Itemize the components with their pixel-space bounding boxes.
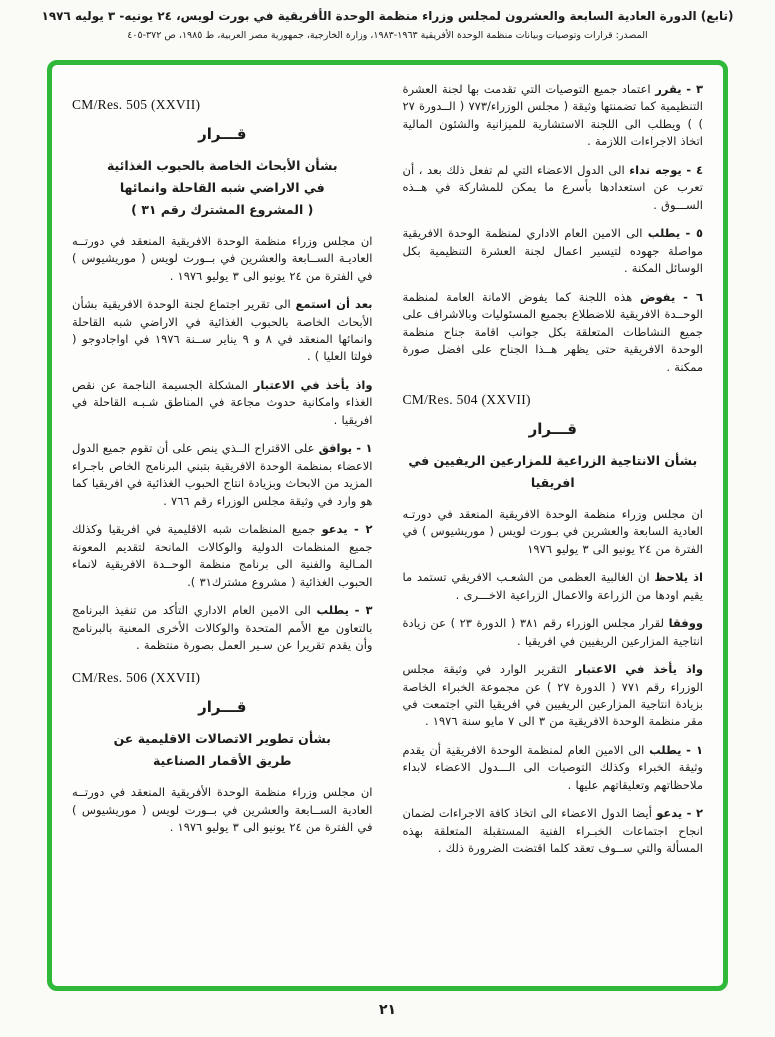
paragraph-text: اعتماد جميع التوصيات التي تقدمت بها لجنة العشرة التنظيمية كما تضمنتها وثيقة ( مجلس الوزراء/٧٧٣ ( الــدورة ٢٧ ) ) ويطلب الى اللجنة الاستشارية للميزانية والشئون المالية اتخاذ الاجراءات اللازمة .	[402, 82, 703, 149]
paragraph-text: التقرير الوارد في وثيقة مجلس الوزراء رقم ٧٧١ ( الدورة ٢٧ ) عن مجموعة الخبراء الخاصة بزيادة انتاجية المزارعين الريفيين في افريقيا التي اجتمعت في مقر منظمة الوحدة الافريقية من ٣ الى ٧ مايو سنة ١٩٧٦ .	[402, 662, 703, 729]
subtitle-line: بشأن الأبحاث الخاصة بالحبوب الغذائية	[106, 158, 338, 173]
paragraph-lead: يدعو	[321, 522, 348, 537]
paragraph-number: ٤ -	[686, 162, 704, 177]
resolution-number-cm-res-506: CM/Res. 506 (XXVII)	[72, 670, 201, 686]
resolution-paragraph	[72, 440, 373, 510]
paragraph-number: ١ -	[356, 441, 373, 456]
resolution-paragraph	[403, 162, 704, 214]
paragraph-text: لقرار مجلس الوزراء رقم ٣٨١ ( الدورة ٢٣ ) عن زيادة انتاجية المزارعين الريفيين في افريقيا .	[402, 616, 703, 648]
paragraph-text: الى الامين العام لمنظمة الوحدة الافريقية أن يقدم وثيقة الخبراء وكذلك التوصيات الى الـــدول الاعضاء لابداء ملاحظاتهم وتعليقاتهم عليها .	[402, 742, 703, 792]
resolution-paragraph	[403, 225, 704, 277]
page-header	[0, 0, 775, 41]
resolution-paragraph	[403, 569, 704, 604]
paragraph-number: ٥ -	[685, 226, 704, 241]
subtitle-line: طريق الأقمار الصناعية	[152, 753, 292, 769]
resolution-paragraph	[72, 521, 373, 591]
paragraph-lead: واذ يأخذ في الاعتبار	[253, 377, 373, 392]
source-citation-line: المصدر: قرارات وتوصيات وبيانات منظمة الوحدة الأفريقية ١٩٦٣-١٩٨٣، وزارة الخارجية، جمهورية مصر العربية، ط ١٩٨٥، ص ٣٧٢-٤٠٥	[127, 30, 648, 41]
resolution-paragraph	[72, 233, 373, 285]
paragraph-text: على الاقتراح الــذي ينص على أن تقوم جميع الدول الاعضاء بمنظمة الوحدة الافريقية بتبني البرنامج الخاص باجـراء المزيد من الابحاث وبزيادة انتاج الحبوب الغذائية في افريقيا كما هو وارد في وثيقة مجلس الوزراء رقم ٧٦٦ .	[72, 441, 373, 508]
paragraph-lead: اذ يلاحظ	[654, 570, 703, 585]
resolution-paragraph	[403, 289, 704, 376]
paragraph-text: هذه اللجنة كما يفوض الامانة العامة لمنظمة الوحــدة الافريقية للاضطلاع بجميع المسئوليات وبالاشراف على جميع النشاطات المتعلقة بكل جوانب اقامة جناح منظمة الوحدة الافريقية حتى يظهر هــذا الجناح على افضل صورة ممكنة .	[402, 289, 703, 374]
paragraph-lead: ووفقا	[668, 616, 703, 631]
paragraph-lead: يقرر	[655, 82, 682, 96]
paragraph-lead: يطلب	[316, 603, 349, 618]
paragraph-text: ان الغالبية العظمى من الشعـب الافريقي تستمد ما يقيم اودها من الزراعة والاعمال الزراعية الاخـــرى .	[402, 570, 703, 602]
paragraph-number: ٦ -	[683, 289, 704, 304]
paragraph-lead: يدعو	[656, 806, 683, 821]
subtitle-line: في الاراضي شبه القاحلة وانمائها	[119, 179, 325, 195]
paragraph-number: ١ -	[686, 742, 704, 757]
resolution-title: قـــرار	[528, 420, 577, 439]
resolution-paragraph	[72, 784, 373, 836]
content-frame	[47, 60, 728, 991]
resolution-title: قـــرار	[198, 698, 247, 717]
resolution-paragraph	[72, 602, 373, 654]
paragraph-number: ٣ -	[686, 82, 704, 96]
paragraph-lead: يوجه نداء	[629, 162, 682, 177]
paragraph-lead: يفوض	[639, 289, 676, 304]
paragraph-lead: يطلب	[649, 742, 682, 757]
resolution-paragraph	[403, 805, 704, 857]
paragraph-text: المشكلة الجسيمة الناجمة عن نقص الغذاء وامكانية حدوث مجاعة في المناطق شـبـه القاحلة في افريقيا .	[72, 377, 373, 427]
resolution-paragraph	[72, 296, 373, 366]
paragraph-text: أيضا الدول الاعضاء الى اتخاذ كافة الاجراءات لضمان انجاح اجتماعات الخبـراء الفنية المستقبلة المتعلقة بهذه المسألة والتي ســوف تعقد كلما اقتضت الضرورة ذلك .	[402, 806, 703, 856]
paragraph-text: ان مجلس وزراء منظمة الوحدة الافريقية المنعقد في دورتــه العاديـة الســابعة والعشرين في بــورت لويس ( موريشيوس ) في الفترة من ٢٤ يونيو الى ٣ يوليو ١٩٧٦ .	[72, 233, 373, 283]
resolution-paragraph	[72, 377, 373, 429]
two-column-layout	[72, 81, 703, 976]
resolution-paragraph	[403, 742, 704, 794]
paragraph-text: الى تقرير اجتماع لجنة الوحدة الافريقية بشأن الأبحاث الخاصة بالحبوب الغذائية في الاراضي شبه القاحلة وانمائها المنعقد في ٨ و ٩ يناير ســنة ١٩٧٦ في اواجادوجو ( فولتا العليا ) .	[72, 297, 373, 364]
subtitle-line: ( المشروع المشترك رقم ٣١ )	[131, 201, 314, 217]
resolution-paragraph	[403, 81, 704, 151]
resolution-paragraph	[403, 615, 704, 650]
resolution-subtitle	[72, 155, 373, 221]
column-left	[72, 81, 373, 976]
paragraph-text: الى الدول الاعضاء التي لم تفعل ذلك بعد ، أن تعرب عن استعدادها بأسرع ما يمكن للمشاركة في هــذه الســـوق .	[402, 162, 703, 212]
resolution-subtitle	[403, 450, 704, 494]
session-header-line: (تابع) الدورة العادية السابعة والعشرون لمجلس وزراء منظمة الوحدة الأفريقية في بورت لويس، ٢٤ يونيه- ٣ يوليه ١٩٧٦	[41, 9, 734, 23]
paragraph-lead: واذ يأخذ في الاعتبار	[575, 662, 703, 677]
paragraph-number: ٢ -	[686, 806, 704, 821]
resolution-subtitle	[72, 728, 373, 772]
resolution-paragraph	[403, 661, 704, 731]
resolution-title: قـــرار	[198, 125, 247, 143]
paragraph-text: جميع المنظمات شبه الاقليمية في افريقيا وكذلك جميع المنظمات الدولية والوكالات المانحة لتقديم المعونة المـالية والفنية الى برنامج منظمة الوحــدة الافريقية لانماء الحبوب الغذائية ( مشروع مشترك٣١ ).	[72, 522, 373, 589]
subtitle-line: بشأن الانتاجية الزراعية للمزارعين الريفيين في افريقيا	[408, 453, 698, 490]
paragraph-text: الى الامين العام الاداري لمنظمة الوحدة الافريقية مواصلة جهوده لتيسير اعمال لجنة العشرة التنظيمية بكل الوسائل المكنة .	[402, 226, 703, 276]
resolution-number-cm-res-505: CM/Res. 505 (XXVII)	[72, 97, 201, 112]
paragraph-lead: يوافق	[318, 441, 353, 456]
paragraph-text: الى الامين العام الاداري التأكد من تنفيذ البرنامج بالتعاون مع الأمم المتحدة والوكالات الأخرى المعنية بالبرنامج وأن يقدم تقريرا عن سـير العمل بصورة منتظمة .	[72, 603, 373, 652]
paragraph-text: ان مجلس وزراء منظمة الوحدة الأفريقية المنعقد في دورتــه العادية الســابعة والعشرين في بــورت لويس ( موريشيوس ) في الفترة من ٢٤ يونيو الى ٣ يوليو ١٩٧٦ .	[72, 785, 373, 835]
subtitle-line: بشأن تطوير الاتصالات الاقليمية عن	[113, 731, 331, 747]
paragraph-lead: يطلب	[647, 226, 681, 241]
resolution-paragraph	[403, 506, 704, 558]
paragraph-number: ٢ -	[354, 522, 373, 537]
page-number: ٢١	[378, 1002, 397, 1018]
resolution-number-cm-res-504: CM/Res. 504 (XXVII)	[402, 392, 531, 408]
paragraph-text: ان مجلس وزراء منظمة الوحدة الافريقية المنعقد في دورتـه العادية السابعة والعشرين في بـورت لويس ( موريشيوس ) في الفترة من ٢٤ يونيو الى ٣ يوليو ١٩٧٦	[402, 506, 703, 556]
paragraph-lead: بعد أن استمع	[295, 297, 373, 312]
column-right	[403, 81, 704, 976]
paragraph-number: ٣ -	[354, 603, 373, 618]
